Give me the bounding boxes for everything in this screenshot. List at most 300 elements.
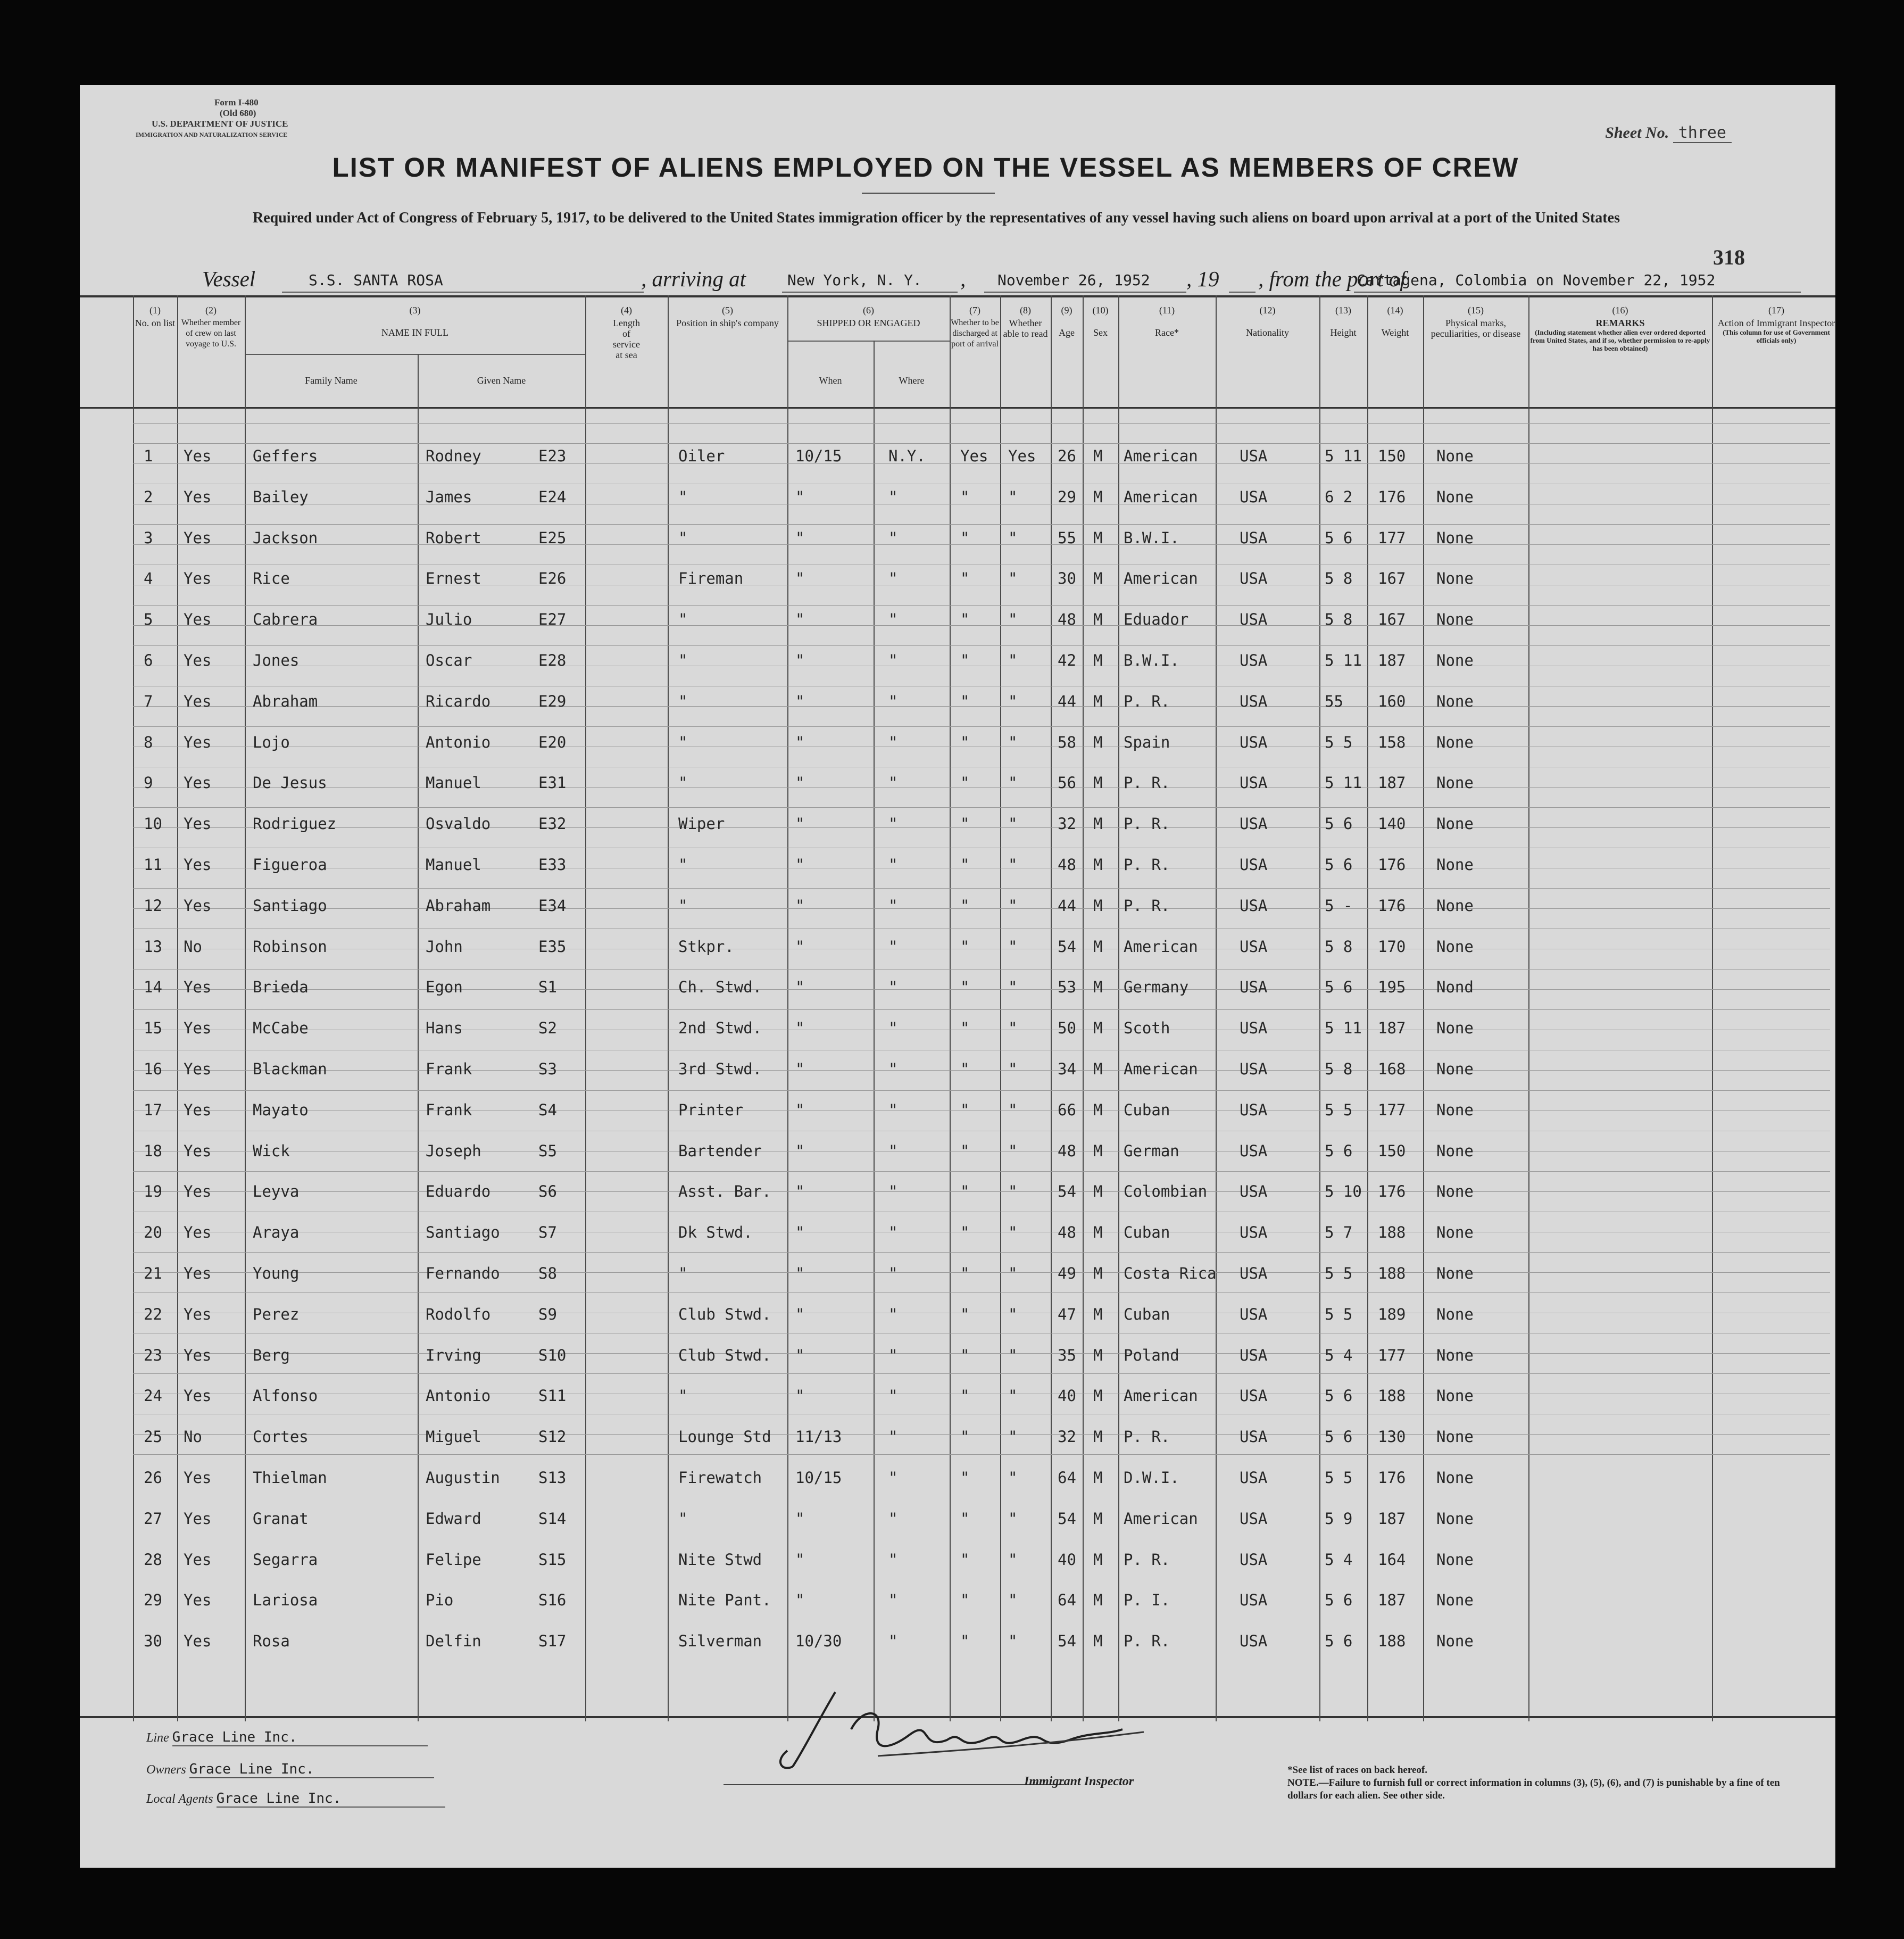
discharged-cell: " (960, 1223, 970, 1242)
age-cell: 47 (1058, 1305, 1076, 1323)
weight-cell: 150 (1378, 447, 1406, 465)
physical-marks-cell: None (1436, 569, 1474, 588)
row-number-cell: 20 (144, 1223, 162, 1242)
able-to-read-cell: " (1008, 1223, 1018, 1242)
shipped-where-cell: " (888, 978, 898, 997)
inspector-signature (771, 1687, 1154, 1777)
crew-status-cell: Yes (184, 569, 212, 588)
crew-code-cell: E24 (538, 487, 567, 506)
table-row (80, 1387, 1835, 1427)
given-name-cell: Hans (426, 1019, 463, 1038)
age-cell: 42 (1058, 651, 1076, 669)
shipped-when-cell: " (795, 1223, 805, 1242)
able-to-read-cell: " (1008, 856, 1018, 874)
age-cell: 58 (1058, 733, 1076, 751)
position-cell: Fireman (678, 569, 744, 588)
row-number-cell: 13 (144, 937, 162, 956)
shipped-where-cell: " (888, 1509, 898, 1528)
discharged-cell: " (960, 1632, 970, 1651)
row-number-cell: 12 (144, 896, 162, 915)
row-number-cell: 17 (144, 1100, 162, 1119)
crew-status-cell: Yes (184, 1305, 212, 1323)
footer-owners: Owners Grace Line Inc. (146, 1761, 434, 1778)
sex-cell: M (1093, 692, 1103, 710)
given-name-cell: Antonio (426, 733, 491, 751)
vessel-label: Vessel (202, 267, 256, 291)
position-cell: Nite Stwd (678, 1550, 762, 1569)
row-number-cell: 29 (144, 1591, 162, 1610)
height-cell: 5 5 (1325, 1305, 1353, 1323)
physical-marks-cell: None (1436, 1141, 1474, 1160)
discharged-cell: " (960, 856, 970, 874)
age-cell: 26 (1058, 447, 1076, 465)
nationality-cell: USA (1240, 1223, 1268, 1242)
position-cell: " (678, 1264, 688, 1282)
weight-cell: 188 (1378, 1223, 1406, 1242)
crew-status-cell: Yes (184, 1550, 212, 1569)
row-number-cell: 5 (144, 610, 153, 629)
crew-code-cell: S4 (538, 1100, 557, 1119)
shipped-when-cell: " (795, 487, 805, 506)
sex-cell: M (1093, 815, 1103, 833)
sex-cell: M (1093, 1100, 1103, 1119)
crew-status-cell: Yes (184, 856, 212, 874)
position-cell: Printer (678, 1100, 744, 1119)
discharged-cell: " (960, 651, 970, 669)
physical-marks-cell: None (1436, 1182, 1474, 1201)
arrival-date: November 26, 1952 (997, 271, 1150, 289)
age-cell: 54 (1058, 1509, 1076, 1528)
age-cell: 48 (1058, 856, 1076, 874)
race-cell: P. R. (1124, 896, 1170, 915)
given-name-cell: Frank (426, 1060, 472, 1078)
footnote-penalty: NOTE.—Failure to furnish full or correct information in columns (3), (5), (6), and (7) is punishable by a fine of ten dollars for each alien. See other side. (1287, 1777, 1780, 1801)
agents-value: Grace Line Inc. (217, 1791, 445, 1808)
crew-status-cell: Yes (184, 815, 212, 833)
row-number-cell: 21 (144, 1264, 162, 1282)
height-cell: 5 5 (1325, 733, 1353, 751)
table-row (80, 1591, 1835, 1631)
discharged-cell: " (960, 1182, 970, 1201)
height-cell: 55 (1325, 692, 1343, 710)
weight-cell: 176 (1378, 1469, 1406, 1487)
table-row (80, 1223, 1835, 1263)
form-identifier (136, 97, 288, 140)
nationality-cell: USA (1240, 651, 1268, 669)
weight-cell: 188 (1378, 1632, 1406, 1651)
shipped-when-cell: " (795, 1591, 805, 1610)
table-row (80, 1101, 1835, 1141)
position-cell: Bartender (678, 1141, 762, 1160)
discharged-cell: " (960, 896, 970, 915)
given-name-cell: Antonio (426, 1387, 491, 1405)
table-row (80, 529, 1835, 569)
row-number-cell: 6 (144, 651, 153, 669)
physical-marks-cell: None (1436, 651, 1474, 669)
nationality-cell: USA (1240, 1509, 1268, 1528)
discharged-cell: " (960, 1428, 970, 1446)
physical-marks-cell: None (1436, 1509, 1474, 1528)
nationality-cell: USA (1240, 1264, 1268, 1282)
able-to-read-cell: " (1008, 937, 1018, 956)
height-cell: 5 6 (1325, 1591, 1353, 1610)
shipped-when-cell: 11/13 (795, 1428, 842, 1446)
crew-code-cell: E35 (538, 937, 567, 956)
crew-status-cell: Yes (184, 1100, 212, 1119)
able-to-read-cell: " (1008, 1264, 1018, 1282)
family-name-cell: Granat (253, 1509, 309, 1528)
footer-agents: Local Agents Grace Line Inc. (146, 1791, 445, 1808)
sheet-number (1605, 123, 1732, 142)
able-to-read-cell: " (1008, 774, 1018, 792)
family-name-cell: Santiago (253, 896, 327, 915)
able-to-read-cell: " (1008, 1346, 1018, 1364)
race-cell: Eduador (1124, 610, 1189, 629)
title-divider (862, 193, 995, 194)
shipped-where-cell: " (888, 1141, 898, 1160)
year-label: , 19 (1186, 267, 1219, 291)
shipped-where-cell: " (888, 1591, 898, 1610)
physical-marks-cell: None (1436, 528, 1474, 547)
sex-cell: M (1093, 1387, 1103, 1405)
race-cell: Cuban (1124, 1223, 1170, 1242)
discharged-cell: Yes (960, 447, 988, 465)
table-row (80, 938, 1835, 977)
shipped-when-cell: 10/15 (795, 1469, 842, 1487)
nationality-cell: USA (1240, 937, 1268, 956)
crew-code-cell: E23 (538, 447, 567, 465)
shipped-when-cell: " (795, 1550, 805, 1569)
position-cell: " (678, 733, 688, 751)
able-to-read-cell: " (1008, 1100, 1018, 1119)
shipped-where-cell: " (888, 1632, 898, 1651)
table-row (80, 1469, 1835, 1509)
nationality-cell: USA (1240, 569, 1268, 588)
shipped-when-cell: 10/15 (795, 447, 842, 465)
weight-cell: 188 (1378, 1387, 1406, 1405)
physical-marks-cell: None (1436, 1632, 1474, 1651)
name-header-divider (245, 354, 585, 355)
position-cell: " (678, 487, 688, 506)
weight-cell: 176 (1378, 1182, 1406, 1201)
height-cell: 5 8 (1325, 610, 1353, 629)
discharged-cell: " (960, 1387, 970, 1405)
shipped-where-cell: " (888, 1469, 898, 1487)
family-name-cell: Robinson (253, 937, 327, 956)
race-cell: P. R. (1124, 1550, 1170, 1569)
weight-cell: 187 (1378, 1509, 1406, 1528)
given-name-cell: Pio (426, 1591, 454, 1610)
family-name-cell: Brieda (253, 978, 309, 997)
discharged-cell: " (960, 610, 970, 629)
family-name-cell: Segarra (253, 1550, 318, 1569)
header-race: (11) Race* (1155, 305, 1179, 338)
port-underline (782, 292, 958, 293)
crew-status-cell: Yes (184, 487, 212, 506)
age-cell: 55 (1058, 528, 1076, 547)
header-height: (13) Height (1330, 305, 1357, 338)
vessel-underline (282, 292, 644, 293)
able-to-read-cell: " (1008, 692, 1018, 710)
able-to-read-cell: " (1008, 1550, 1018, 1569)
row-number-cell: 9 (144, 774, 153, 792)
race-cell: Cuban (1124, 1100, 1170, 1119)
row-number-cell: 10 (144, 815, 162, 833)
age-cell: 50 (1058, 1019, 1076, 1038)
crew-code-cell: S17 (538, 1632, 567, 1651)
header-sex: (10) Sex (1092, 305, 1109, 338)
crew-status-cell: Yes (184, 1019, 212, 1038)
able-to-read-cell: " (1008, 651, 1018, 669)
row-number-cell: 22 (144, 1305, 162, 1323)
given-name-cell: Delfin (426, 1632, 481, 1651)
height-cell: 6 2 (1325, 487, 1353, 506)
shipped-when-cell: " (795, 1264, 805, 1282)
position-cell: Silverman (678, 1632, 762, 1651)
family-name-cell: De Jesus (253, 774, 327, 792)
form-number: Form I-480 (214, 97, 259, 107)
given-name-cell: Egon (426, 978, 463, 997)
able-to-read-cell: " (1008, 1632, 1018, 1651)
ruled-line (133, 443, 1830, 444)
sex-cell: M (1093, 856, 1103, 874)
crew-status-cell: Yes (184, 1264, 212, 1282)
height-cell: 5 - (1325, 896, 1353, 915)
weight-cell: 177 (1378, 1346, 1406, 1364)
table-row (80, 856, 1835, 896)
physical-marks-cell: None (1436, 1550, 1474, 1569)
position-cell: Oiler (678, 447, 725, 465)
table-row (80, 1510, 1835, 1549)
height-cell: 5 8 (1325, 569, 1353, 588)
shipped-when-cell: " (795, 1509, 805, 1528)
age-cell: 34 (1058, 1060, 1076, 1078)
footnote (1287, 1764, 1793, 1802)
header-discharged: (7) Whether to be discharged at port of arrival (951, 305, 999, 349)
position-cell: " (678, 896, 688, 915)
weight-cell: 188 (1378, 1264, 1406, 1282)
age-cell: 40 (1058, 1387, 1076, 1405)
able-to-read-cell: " (1008, 610, 1018, 629)
age-cell: 32 (1058, 1428, 1076, 1446)
row-number-cell: 16 (144, 1060, 162, 1078)
table-row (80, 447, 1835, 487)
crew-status-cell: Yes (184, 1182, 212, 1201)
position-cell: " (678, 692, 688, 710)
discharged-cell: " (960, 1469, 970, 1487)
weight-cell: 176 (1378, 856, 1406, 874)
position-cell: Dk Stwd. (678, 1223, 753, 1242)
table-row (80, 569, 1835, 609)
nationality-cell: USA (1240, 774, 1268, 792)
race-cell: German (1124, 1141, 1179, 1160)
age-cell: 66 (1058, 1100, 1076, 1119)
table-row (80, 897, 1835, 937)
crew-status-cell: Yes (184, 528, 212, 547)
given-name-cell: Edward (426, 1509, 481, 1528)
height-cell: 5 10 (1325, 1182, 1362, 1201)
shipped-where-cell: " (888, 815, 898, 833)
age-cell: 53 (1058, 978, 1076, 997)
weight-cell: 187 (1378, 651, 1406, 669)
shipped-when-cell: " (795, 1019, 805, 1038)
nationality-cell: USA (1240, 1346, 1268, 1364)
vessel-name: S.S. SANTA ROSA (309, 271, 443, 289)
sex-cell: M (1093, 1264, 1103, 1282)
discharged-cell: " (960, 1019, 970, 1038)
header-when: When (819, 375, 842, 386)
nationality-cell: USA (1240, 1305, 1268, 1323)
row-number-cell: 24 (144, 1387, 162, 1405)
crew-status-cell: No (184, 1428, 202, 1446)
crew-status-cell: Yes (184, 651, 212, 669)
row-number-cell: 30 (144, 1632, 162, 1651)
sex-cell: M (1093, 651, 1103, 669)
nationality-cell: USA (1240, 978, 1268, 997)
crew-code-cell: E29 (538, 692, 567, 710)
row-number-cell: 26 (144, 1469, 162, 1487)
shipped-where-cell: " (888, 1550, 898, 1569)
family-name-cell: McCabe (253, 1019, 309, 1038)
height-cell: 5 5 (1325, 1264, 1353, 1282)
sex-cell: M (1093, 774, 1103, 792)
race-cell: B.W.I. (1124, 528, 1179, 547)
physical-marks-cell: None (1436, 1428, 1474, 1446)
weight-cell: 177 (1378, 1100, 1406, 1119)
table-row (80, 1182, 1835, 1222)
manifest-sheet (80, 85, 1835, 1868)
shipped-where-cell: " (888, 569, 898, 588)
height-cell: 5 6 (1325, 1141, 1353, 1160)
sex-cell: M (1093, 1591, 1103, 1610)
header-length: (4) Length of service at sea (613, 305, 640, 360)
physical-marks-cell: None (1436, 937, 1474, 956)
shipped-when-cell: " (795, 651, 805, 669)
nationality-cell: USA (1240, 1387, 1268, 1405)
nationality-cell: USA (1240, 487, 1268, 506)
position-cell: " (678, 774, 688, 792)
family-name-cell: Rosa (253, 1632, 290, 1651)
table-row (80, 1346, 1835, 1386)
weight-cell: 150 (1378, 1141, 1406, 1160)
crew-code-cell: E25 (538, 528, 567, 547)
age-cell: 44 (1058, 896, 1076, 915)
shipped-where-cell: " (888, 1387, 898, 1405)
race-cell: P. R. (1124, 815, 1170, 833)
given-name-cell: Abraham (426, 896, 491, 915)
physical-marks-cell: None (1436, 1223, 1474, 1242)
physical-marks-cell: None (1436, 1346, 1474, 1364)
nationality-cell: USA (1240, 528, 1268, 547)
crew-code-cell: S13 (538, 1469, 567, 1487)
sex-cell: M (1093, 1141, 1103, 1160)
age-cell: 54 (1058, 1182, 1076, 1201)
sex-cell: M (1093, 1469, 1103, 1487)
table-row (80, 1551, 1835, 1590)
age-cell: 54 (1058, 937, 1076, 956)
row-number-cell: 14 (144, 978, 162, 997)
given-name-cell: Robert (426, 528, 481, 547)
family-name-cell: Leyva (253, 1182, 300, 1201)
shipped-when-cell: " (795, 815, 805, 833)
height-cell: 5 5 (1325, 1100, 1353, 1119)
sex-cell: M (1093, 1428, 1103, 1446)
weight-cell: 187 (1378, 774, 1406, 792)
crew-status-cell: Yes (184, 1223, 212, 1242)
race-cell: American (1124, 1509, 1198, 1528)
able-to-read-cell: " (1008, 1305, 1018, 1323)
shipped-when-cell: " (795, 692, 805, 710)
position-cell: Wiper (678, 815, 725, 833)
shipped-when-cell: " (795, 528, 805, 547)
discharged-cell: " (960, 1509, 970, 1528)
height-cell: 5 11 (1325, 1019, 1362, 1038)
height-cell: 5 5 (1325, 1469, 1353, 1487)
owners-value: Grace Line Inc. (189, 1761, 434, 1778)
arrival-port: New York, N. Y. (787, 271, 922, 289)
height-cell: 5 6 (1325, 528, 1353, 547)
family-name-cell: Alfonso (253, 1387, 318, 1405)
given-name-cell: Julio (426, 610, 472, 629)
crew-code-cell: S7 (538, 1223, 557, 1242)
header-given-name: Given Name (477, 375, 526, 386)
position-cell: " (678, 528, 688, 547)
family-name-cell: Mayato (253, 1100, 309, 1119)
able-to-read-cell: " (1008, 487, 1018, 506)
given-name-cell: James (426, 487, 472, 506)
table-row (80, 815, 1835, 855)
given-name-cell: Fernando (426, 1264, 500, 1282)
sex-cell: M (1093, 487, 1103, 506)
shipped-where-cell: " (888, 487, 898, 506)
table-row (80, 488, 1835, 528)
race-cell: American (1124, 569, 1198, 588)
sex-cell: M (1093, 937, 1103, 956)
inspector-label: Immigrant Inspector (1024, 1775, 1134, 1788)
header-name: (3) NAME IN FULL (381, 305, 448, 338)
sex-cell: M (1093, 1509, 1103, 1528)
crew-status-cell: Yes (184, 1469, 212, 1487)
able-to-read-cell: " (1008, 1591, 1018, 1610)
shipped-where-cell: " (888, 610, 898, 629)
able-to-read-cell: " (1008, 896, 1018, 915)
nationality-cell: USA (1240, 1591, 1268, 1610)
table-row (80, 1632, 1835, 1672)
family-name-cell: Thielman (253, 1469, 327, 1487)
shipped-when-cell: " (795, 1182, 805, 1201)
sex-cell: M (1093, 733, 1103, 751)
row-number-cell: 3 (144, 528, 153, 547)
row-number-cell: 28 (144, 1550, 162, 1569)
position-cell: Stkpr. (678, 937, 734, 956)
race-cell: P. R. (1124, 774, 1170, 792)
age-cell: 64 (1058, 1469, 1076, 1487)
nationality-cell: USA (1240, 815, 1268, 833)
shipped-when-cell: " (795, 774, 805, 792)
height-cell: 5 4 (1325, 1346, 1353, 1364)
physical-marks-cell: None (1436, 1387, 1474, 1405)
table-row (80, 1060, 1835, 1100)
row-number-cell: 19 (144, 1182, 162, 1201)
physical-marks-cell: None (1436, 1019, 1474, 1038)
family-name-cell: Araya (253, 1223, 300, 1242)
crew-status-cell: Yes (184, 1346, 212, 1364)
discharged-cell: " (960, 569, 970, 588)
shipped-where-cell: " (888, 528, 898, 547)
family-name-cell: Lojo (253, 733, 290, 751)
able-to-read-cell: " (1008, 1060, 1018, 1078)
table-row (80, 610, 1835, 650)
